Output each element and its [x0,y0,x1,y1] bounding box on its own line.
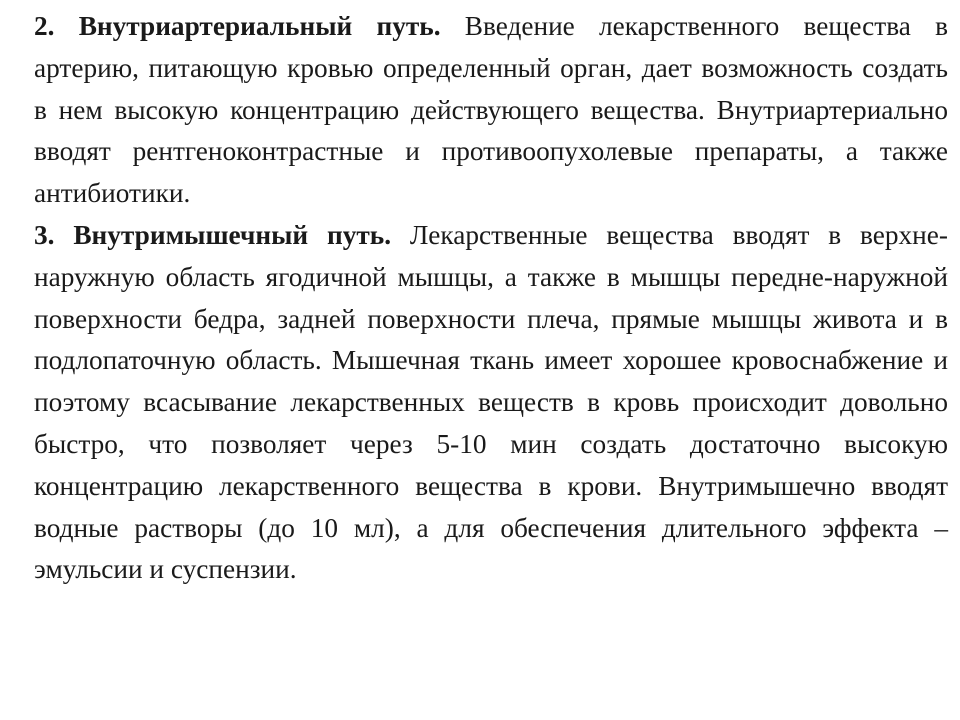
text-block [34,6,948,591]
paragraph-body-intra-arterial: Введение лекарственного вещества в артерию, питающую кровью определенный орган, дает возможность создать в нем высокую концентрацию действующего вещества. Внутриартериально вводят рентгеноконтрастные и противоопухолевые препараты, а также антибиотики. [34,11,948,209]
paragraph-body-intramuscular: Лекарственные вещества вводят в верхне-наружную область ягодичной мышцы, а также в мышцы передне-наружной поверхности бедра, задней поверхности плеча, прямые мышцы живота и в подлопаточную область. Мышечная ткань имеет хорошее кровоснабжение и поэтому всасывание лекарственных веществ в кровь происходит довольно быстро, что позволяет через 5-10 мин создать достаточно высокую концентрацию лекарственного вещества в крови. Внутримышечно вводят водные растворы (до 10 мл), а для обеспечения длительного эффекта – эмульсии и суспензии. [34,219,948,585]
paragraph-heading-intra-arterial: 2. Внутриартериальный путь. [34,11,441,41]
paragraph-intra-arterial [34,6,948,215]
paragraph-intramuscular [34,215,948,591]
paragraph-heading-intramuscular: 3. Внутримышечный путь. [34,219,392,250]
